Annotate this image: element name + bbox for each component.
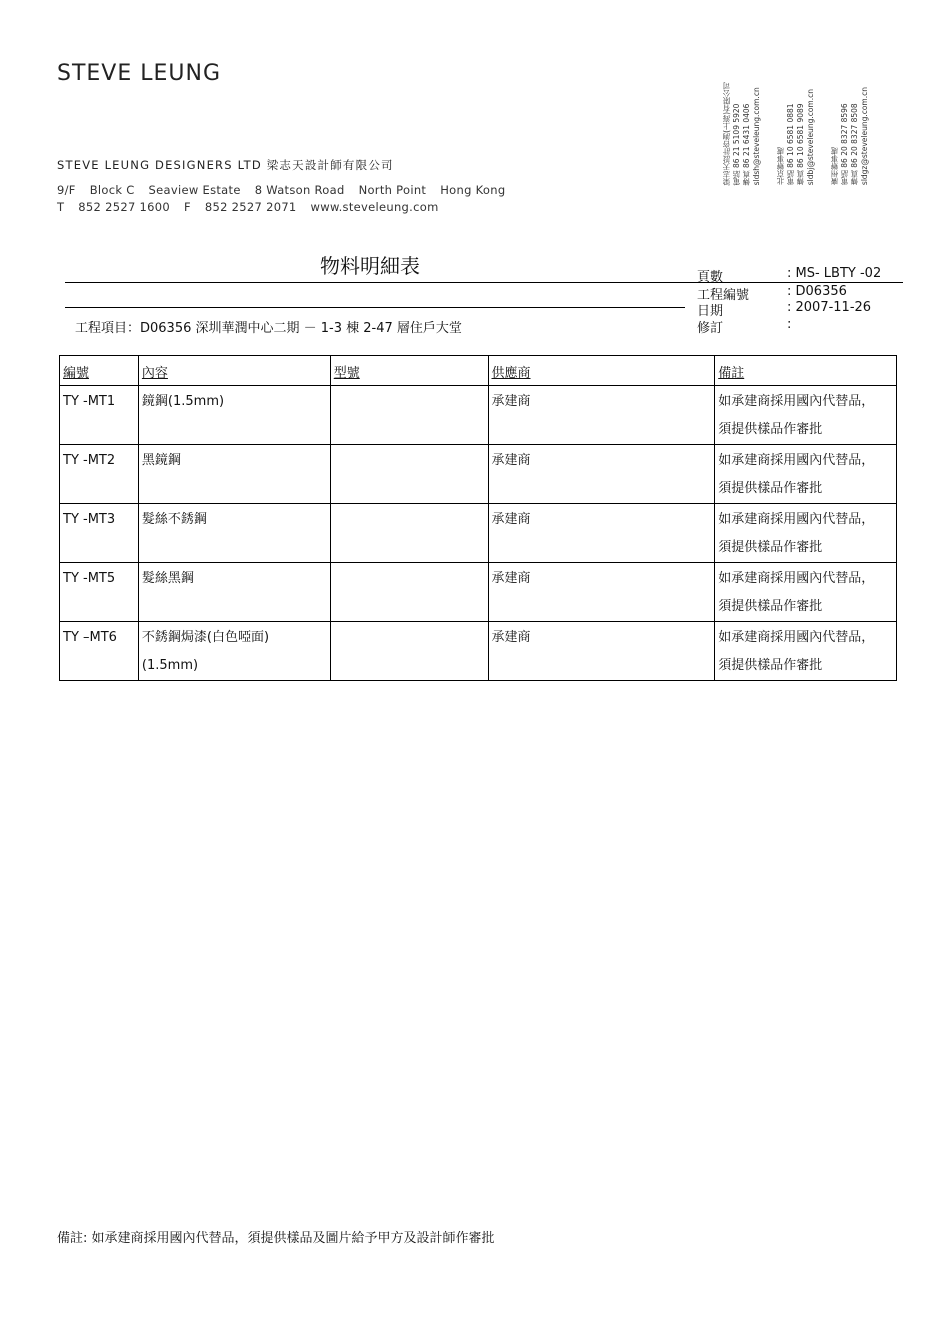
remark-line: 如承建商採用國內代替品， (718, 630, 875, 645)
header-model: 型號 (330, 356, 488, 386)
table-row (60, 563, 897, 622)
office-email[interactable]: sldbj@steveleung.com.cn (806, 88, 815, 185)
address-part: 9/F (57, 183, 76, 197)
footer-note: 備註: 如承建商採用國內代替品，須提供樣品及圖片給予甲方及設計師作審批 (57, 1231, 495, 1246)
content-line: 不銹鋼焗漆(白色啞面) (141, 630, 270, 645)
cell-remark (715, 386, 897, 445)
contact-part: 852 2527 2071 (204, 200, 297, 214)
document-title: 物料明細表 (320, 254, 420, 278)
brand-logo: STEVE LEUNG (57, 61, 222, 86)
cell-model (330, 504, 488, 563)
address-part: Block C (89, 183, 135, 197)
cell-supplier: 承建商 (488, 386, 715, 445)
meta-key: 修訂 (697, 321, 724, 336)
contact-line (57, 200, 449, 214)
cell-remark (715, 504, 897, 563)
header-remark: 備註 (715, 356, 897, 386)
materials-table (59, 355, 897, 681)
office-tel: 電話 86 10 6581 0881 (786, 103, 795, 185)
office-shanghai (722, 82, 762, 185)
office-email[interactable]: sldgz@steveleung.com.cn (860, 86, 869, 185)
content-line: 髮絲不銹鋼 (141, 512, 207, 527)
contact-part: F (183, 200, 191, 214)
address-part: Hong Kong (440, 183, 506, 197)
header-supplier: 供應商 (488, 356, 715, 386)
office-beijing (776, 89, 816, 185)
cell-remark (715, 622, 897, 681)
remark-line: 如承建商採用國內代替品， (718, 571, 875, 586)
contact-part: 852 2527 1600 (78, 200, 170, 214)
office-tel: 電話 86 21 5109 5920 (732, 103, 741, 185)
address-part: Seaview Estate (148, 183, 241, 197)
remark-line: 須提供樣品作審批 (718, 422, 823, 437)
cell-content (138, 445, 330, 504)
cell-content (138, 563, 330, 622)
table-row (60, 504, 897, 563)
office-name: 北京辦事處 (776, 147, 785, 185)
remark-line: 如承建商採用國內代替品， (718, 394, 875, 409)
office-fax: 傳真 86 21 6431 0406 (742, 103, 751, 185)
office-fax: 傳真 86 20 8327 8508 (850, 103, 859, 185)
office-email[interactable]: sldsh@steveleung.com.cn (752, 86, 761, 185)
cell-code: TY –MT6 (60, 622, 139, 681)
office-name: 梁志天設計咨詢(上海)有限公司 (722, 81, 731, 185)
meta-key: 日期 (697, 304, 724, 319)
contact-part: T (57, 200, 65, 214)
header-code: 編號 (60, 356, 139, 386)
divider (65, 282, 903, 283)
office-guangzhou (830, 87, 870, 185)
content-line: 鏡鋼(1.5mm) (141, 394, 225, 409)
address-line (57, 183, 515, 197)
cell-model (330, 386, 488, 445)
cell-code: TY -MT5 (60, 563, 139, 622)
cell-model (330, 563, 488, 622)
cell-supplier: 承建商 (488, 563, 715, 622)
table-header-row (60, 356, 897, 386)
cell-content (138, 504, 330, 563)
office-contacts (722, 50, 882, 185)
content-line: 黑鏡鋼 (141, 453, 181, 468)
address-part: 8 Watson Road (254, 183, 345, 197)
cell-remark (715, 445, 897, 504)
remark-line: 須提供樣品作審批 (718, 540, 823, 555)
meta-value: : MS- LBTY -02 (787, 266, 882, 281)
meta-value: : D06356 (787, 284, 847, 299)
cell-model (330, 622, 488, 681)
remark-line: 須提供樣品作審批 (718, 658, 823, 673)
cell-supplier: 承建商 (488, 622, 715, 681)
table-row (60, 386, 897, 445)
cell-supplier: 承建商 (488, 504, 715, 563)
divider (65, 307, 685, 308)
meta-value: : (787, 317, 792, 332)
office-tel: 電話 86 20 8327 8596 (840, 103, 849, 185)
remark-line: 如承建商採用國內代替品， (718, 512, 875, 527)
cell-code: TY -MT2 (60, 445, 139, 504)
table-row (60, 445, 897, 504)
cell-content (138, 622, 330, 681)
remark-line: 須提供樣品作審批 (718, 481, 823, 496)
meta-key: 工程編號 (697, 288, 750, 303)
company-name: STEVE LEUNG DESIGNERS LTD 梁志天設計師有限公司 (57, 158, 394, 172)
cell-code: TY -MT3 (60, 504, 139, 563)
cell-remark (715, 563, 897, 622)
remark-line: 如承建商採用國內代替品， (718, 453, 875, 468)
office-fax: 傳真 86 10 6581 9089 (796, 103, 805, 185)
cell-content (138, 386, 330, 445)
cell-supplier: 承建商 (488, 445, 715, 504)
content-line: (1.5mm) (141, 658, 199, 673)
remark-line: 須提供樣品作審批 (718, 599, 823, 614)
address-part: North Point (358, 183, 427, 197)
project-line: 工程項目：D06356 深圳華潤中心二期 － 1-3 棟 2-47 層住戶大堂 (75, 321, 462, 336)
cell-model (330, 445, 488, 504)
content-line: 髮絲黑鋼 (141, 571, 194, 586)
cell-code: TY -MT1 (60, 386, 139, 445)
office-name: 廣州辦事處 (830, 147, 839, 185)
meta-value: : 2007-11-26 (787, 300, 872, 315)
header-content: 內容 (138, 356, 330, 386)
meta-key: 頁數 (697, 270, 724, 285)
table-row (60, 622, 897, 681)
website-link[interactable]: www.steveleung.com (310, 200, 439, 214)
